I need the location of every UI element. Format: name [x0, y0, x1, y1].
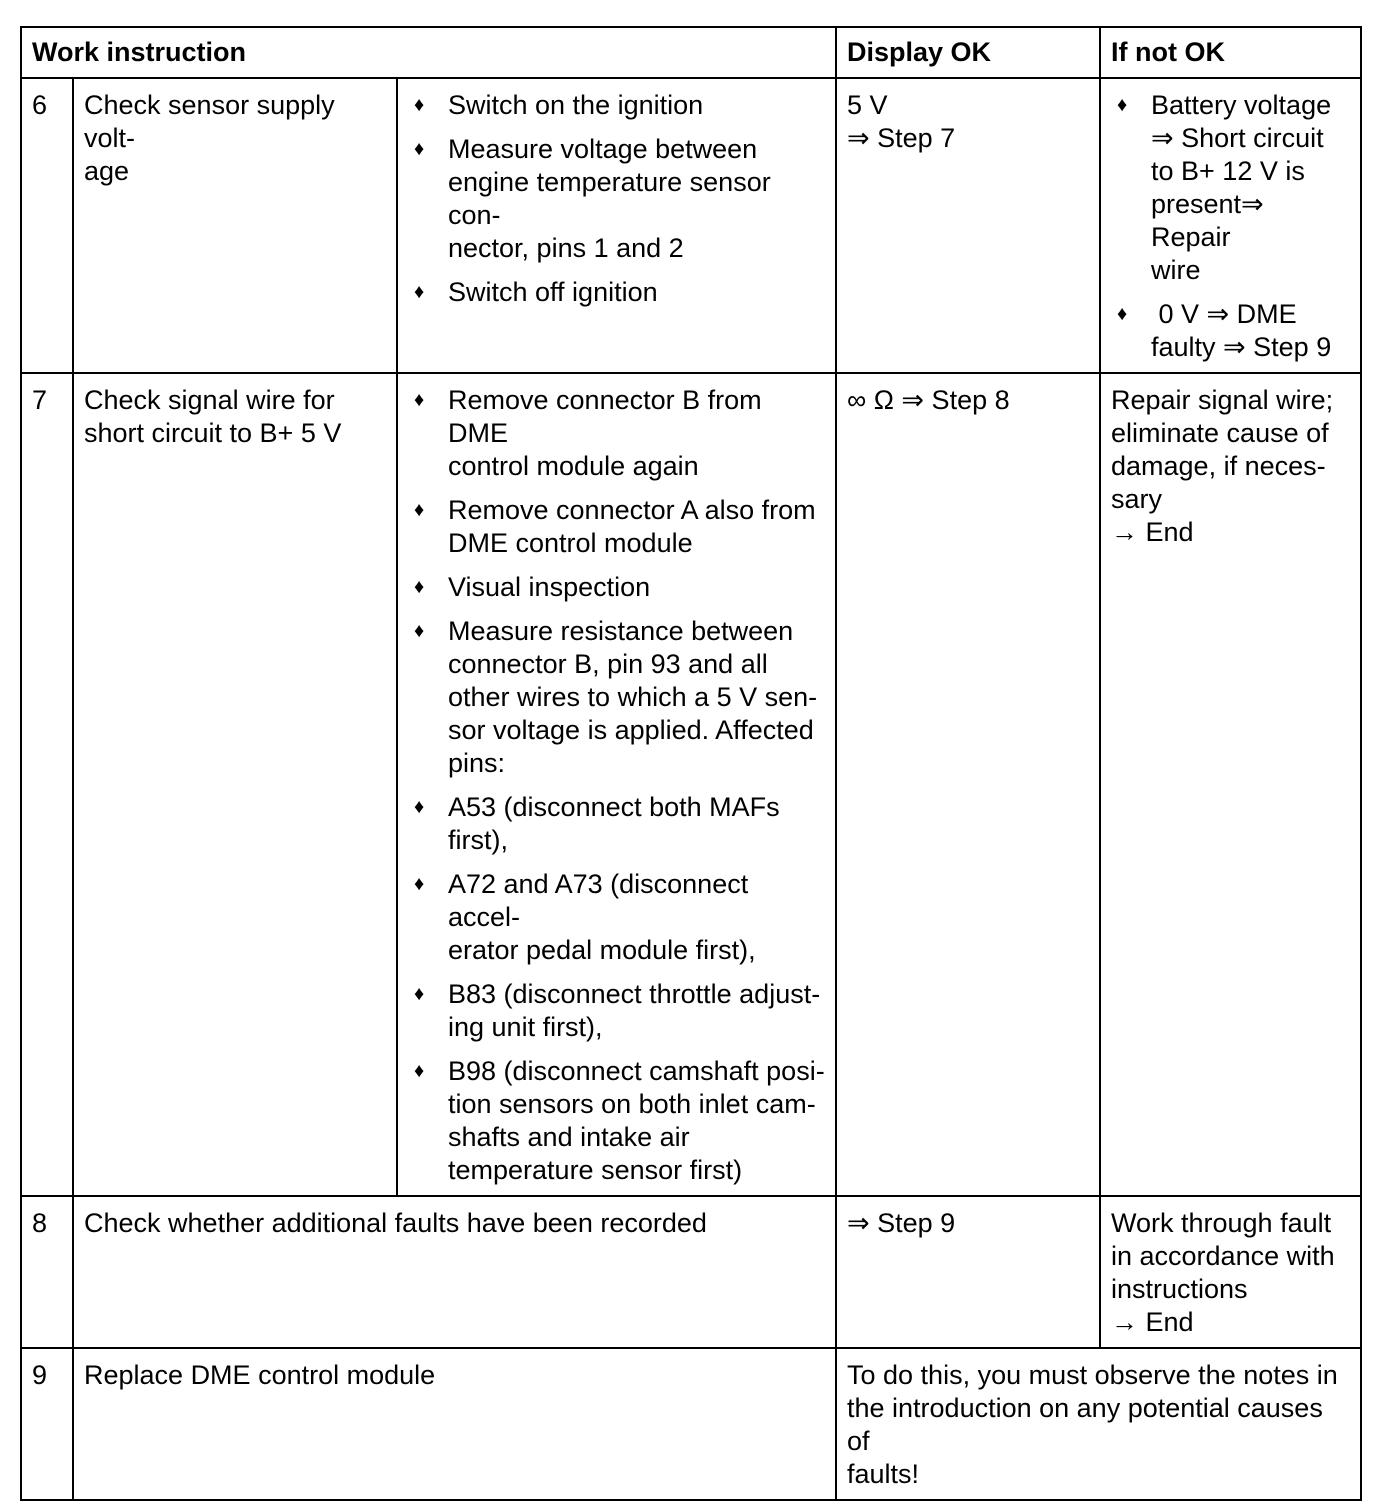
- list-item: ♦ Switch off ignition: [414, 277, 658, 307]
- header-if-not-ok: If not OK: [1100, 27, 1361, 78]
- if-not-ok-cell: Work through fault in accordance with instructions → End: [1100, 1196, 1361, 1348]
- step-number: 6: [21, 78, 73, 373]
- diamond-bullet-icon: ♦: [414, 1060, 425, 1082]
- step-note: To do this, you must observe the notes in the introduction on any potential causes of faults!: [836, 1348, 1361, 1500]
- diamond-bullet-icon: ♦: [414, 576, 425, 598]
- list-item: ♦ A72 and A73 (disconnect accel- erator pedal module first),: [414, 869, 756, 965]
- diamond-bullet-icon: ♦: [414, 796, 425, 818]
- if-not-ok-cell: [1100, 78, 1361, 373]
- instruction-list-cell: [397, 373, 836, 1196]
- list-item: ♦ A53 (disconnect both MAFs first),: [414, 792, 780, 855]
- diamond-bullet-icon: ♦: [414, 873, 425, 895]
- table-row-step-8: [21, 1196, 1361, 1348]
- step-number: 8: [21, 1196, 73, 1348]
- if-not-ok-list: [1111, 89, 1350, 364]
- step-title: Replace DME control module: [73, 1348, 836, 1500]
- instruction-list: [408, 384, 825, 1187]
- list-item: ♦ 0 V ⇒ DME faulty ⇒ Step 9: [1117, 299, 1332, 362]
- display-ok-cell: ∞ Ω ⇒ Step 8: [836, 373, 1100, 1196]
- instruction-list: [408, 89, 825, 309]
- diamond-bullet-icon: ♦: [1117, 94, 1128, 116]
- step-number: 7: [21, 373, 73, 1196]
- display-ok-cell: 5 V ⇒ Step 7: [836, 78, 1100, 373]
- step-title: Check sensor supply volt- age: [73, 78, 397, 373]
- table-row-step-7: [21, 373, 1361, 1196]
- display-ok-cell: ⇒ Step 9: [836, 1196, 1100, 1348]
- list-item: ♦ B83 (disconnect throttle adjust- ing unit first),: [414, 979, 821, 1042]
- header-display-ok: Display OK: [836, 27, 1100, 78]
- table-row-step-6: [21, 78, 1361, 373]
- diamond-bullet-icon: ♦: [414, 983, 425, 1005]
- diamond-bullet-icon: ♦: [414, 281, 425, 303]
- list-item: ♦ B98 (disconnect camshaft posi- tion sensors on both inlet cam- shafts and intake air temperature sensor first): [414, 1056, 825, 1185]
- diamond-bullet-icon: ♦: [414, 389, 425, 411]
- list-item: ♦ Measure resistance between connector B, pin 93 and all other wires to which a 5 V sen- sor voltage is applied. Affected pins:: [414, 616, 818, 778]
- diamond-bullet-icon: ♦: [1117, 303, 1128, 325]
- list-item: ♦ Switch on the ignition: [414, 90, 704, 120]
- list-item: ♦ Visual inspection: [414, 572, 651, 602]
- diamond-bullet-icon: ♦: [414, 620, 425, 642]
- list-item: ♦ Remove connector A also from DME control module: [414, 495, 816, 558]
- diamond-bullet-icon: ♦: [414, 499, 425, 521]
- step-title: Check whether additional faults have been recorded: [73, 1196, 836, 1348]
- list-item: ♦ Remove connector B from DME control module again: [414, 385, 762, 481]
- step-number: 9: [21, 1348, 73, 1500]
- list-item: ♦ Measure voltage between engine temperature sensor con- nector, pins 1 and 2: [414, 134, 771, 263]
- diamond-bullet-icon: ♦: [414, 138, 425, 160]
- step-title: Check signal wire for short circuit to B+ 5 V: [73, 373, 397, 1196]
- header-work-instruction: Work instruction: [21, 27, 836, 78]
- diamond-bullet-icon: ♦: [414, 94, 425, 116]
- header-row: [21, 27, 1361, 78]
- work-instruction-table: [20, 26, 1362, 1501]
- table-row-step-9: [21, 1348, 1361, 1500]
- if-not-ok-cell: Repair signal wire; eliminate cause of damage, if neces- sary → End: [1100, 373, 1361, 1196]
- instruction-list-cell: [397, 78, 836, 373]
- list-item: ♦ Battery voltage ⇒ Short circuit to B+ 12 V is present⇒ Repair wire: [1117, 90, 1332, 285]
